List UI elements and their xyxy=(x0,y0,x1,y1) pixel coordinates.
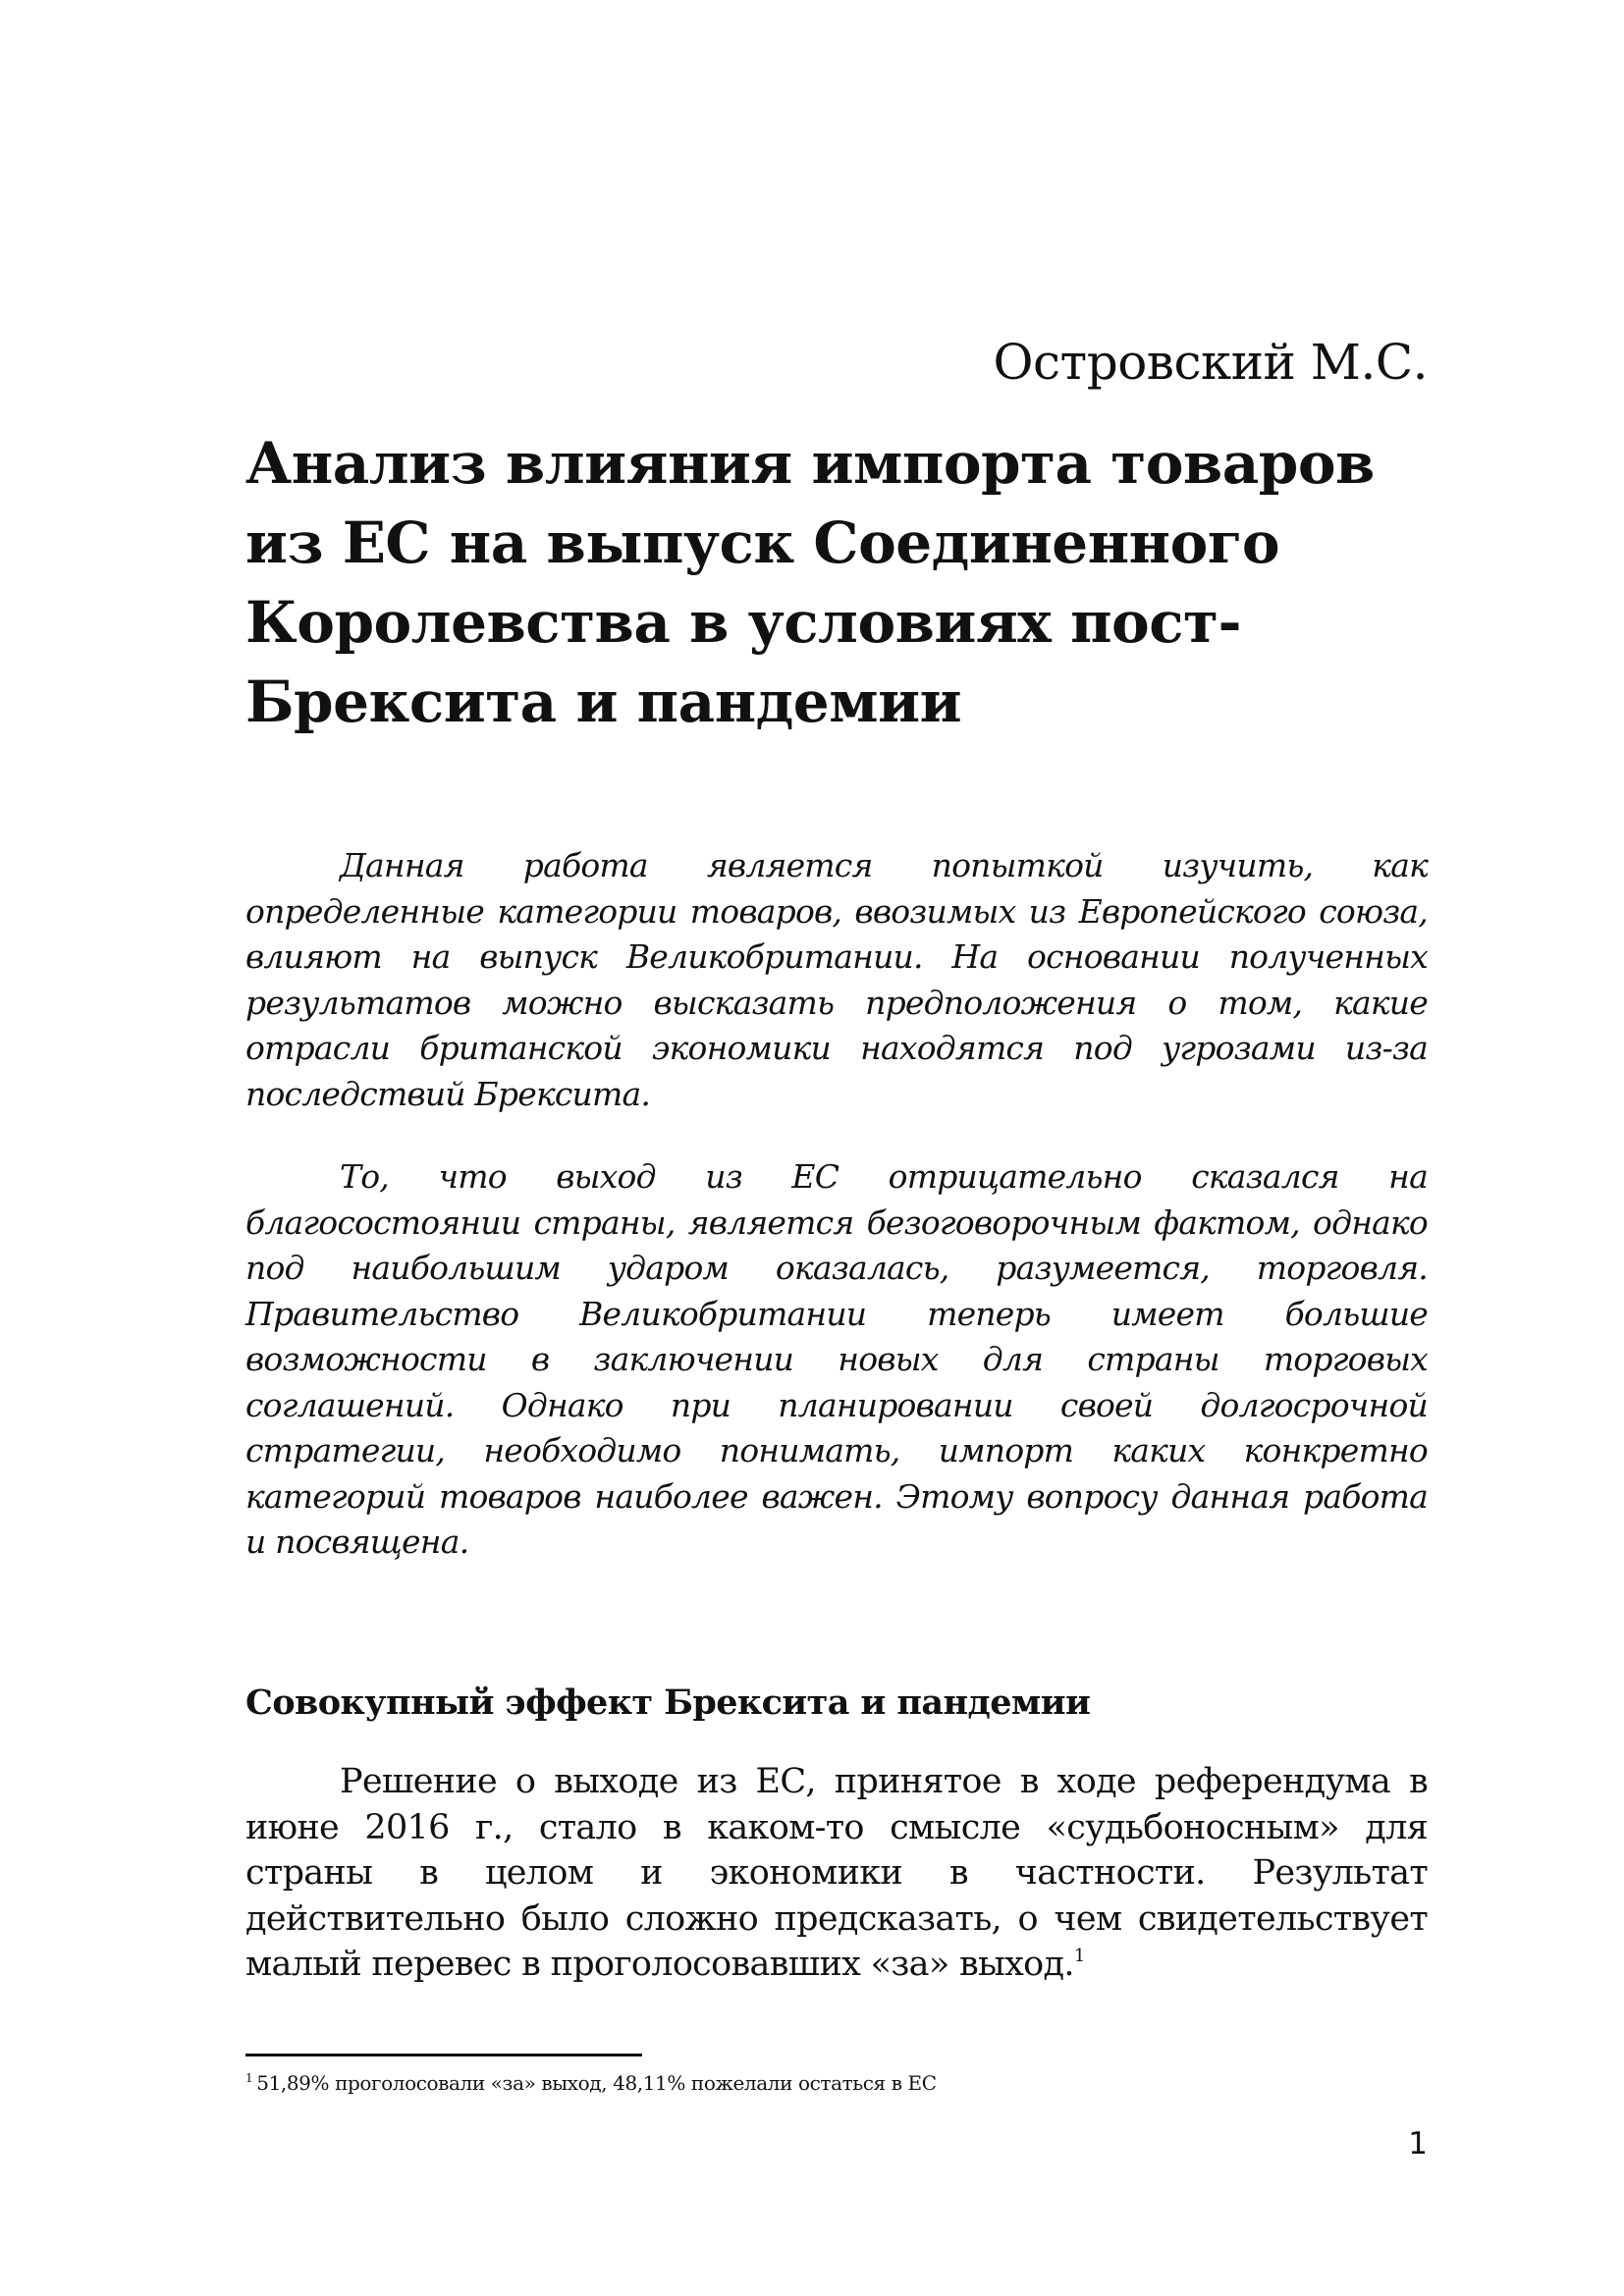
abstract-paragraph-2: То, что выход из ЕС отрицательно сказался на благосостоянии страны, является безоговорочным фактом, однако под наибольшим ударом оказалась, разумеется, торговля. Правительство Великобритании теперь имеет большие возможности в заключении новых для страны торговых соглашений. Однако при планировании своей долгосрочной стратегии, необходимо понимать, импорт каких конкретно категорий товаров наиболее важен. Этому вопросу данная работа и посвящена. xyxy=(245,1157,1428,1561)
title-line: Королевства в условиях пост- xyxy=(245,589,1242,656)
footnote-divider xyxy=(245,2054,642,2056)
body-paragraph xyxy=(245,1759,1428,1988)
footnote-text: 51,89% проголосовали «за» выход, 48,11% пожелали остаться в ЕС xyxy=(256,2071,937,2095)
title-line: из ЕС на выпуск Соединенного xyxy=(245,509,1280,576)
author-name: Островский М.С. xyxy=(993,334,1428,391)
abstract-paragraph-1: Данная работа является попыткой изучить, как определенные категории товаров, ввозимых из Европейского союза, влияют на выпуск Великобритании. На основании полученных результатов можно высказать предположения о том, какие отрасли британской экономики находятся под угрозами из-за последствий Брексита. xyxy=(245,846,1428,1113)
paper-title xyxy=(245,424,1434,742)
footnote-marker: 1 xyxy=(245,2071,253,2085)
title-line: Брексита и пандемии xyxy=(245,668,962,735)
footnote xyxy=(245,2069,937,2097)
title-line: Анализ влияния импорта товаров xyxy=(245,430,1375,497)
body-paragraph-text: Решение о выходе из ЕС, принятое в ходе референдума в июне 2016 г., стало в каком-то смысле «судьбоносным» для страны в целом и экономики в частности. Результат действительно было сложно предсказать, о чем свидетельствует малый перевес в проголосовавших «за» выход. xyxy=(245,1762,1428,1984)
footnote-reference[interactable]: 1 xyxy=(1073,1946,1085,1966)
section-heading: Совокупный эффект Брексита и пандемии xyxy=(245,1682,1091,1723)
page-number: 1 xyxy=(1408,2126,1428,2162)
